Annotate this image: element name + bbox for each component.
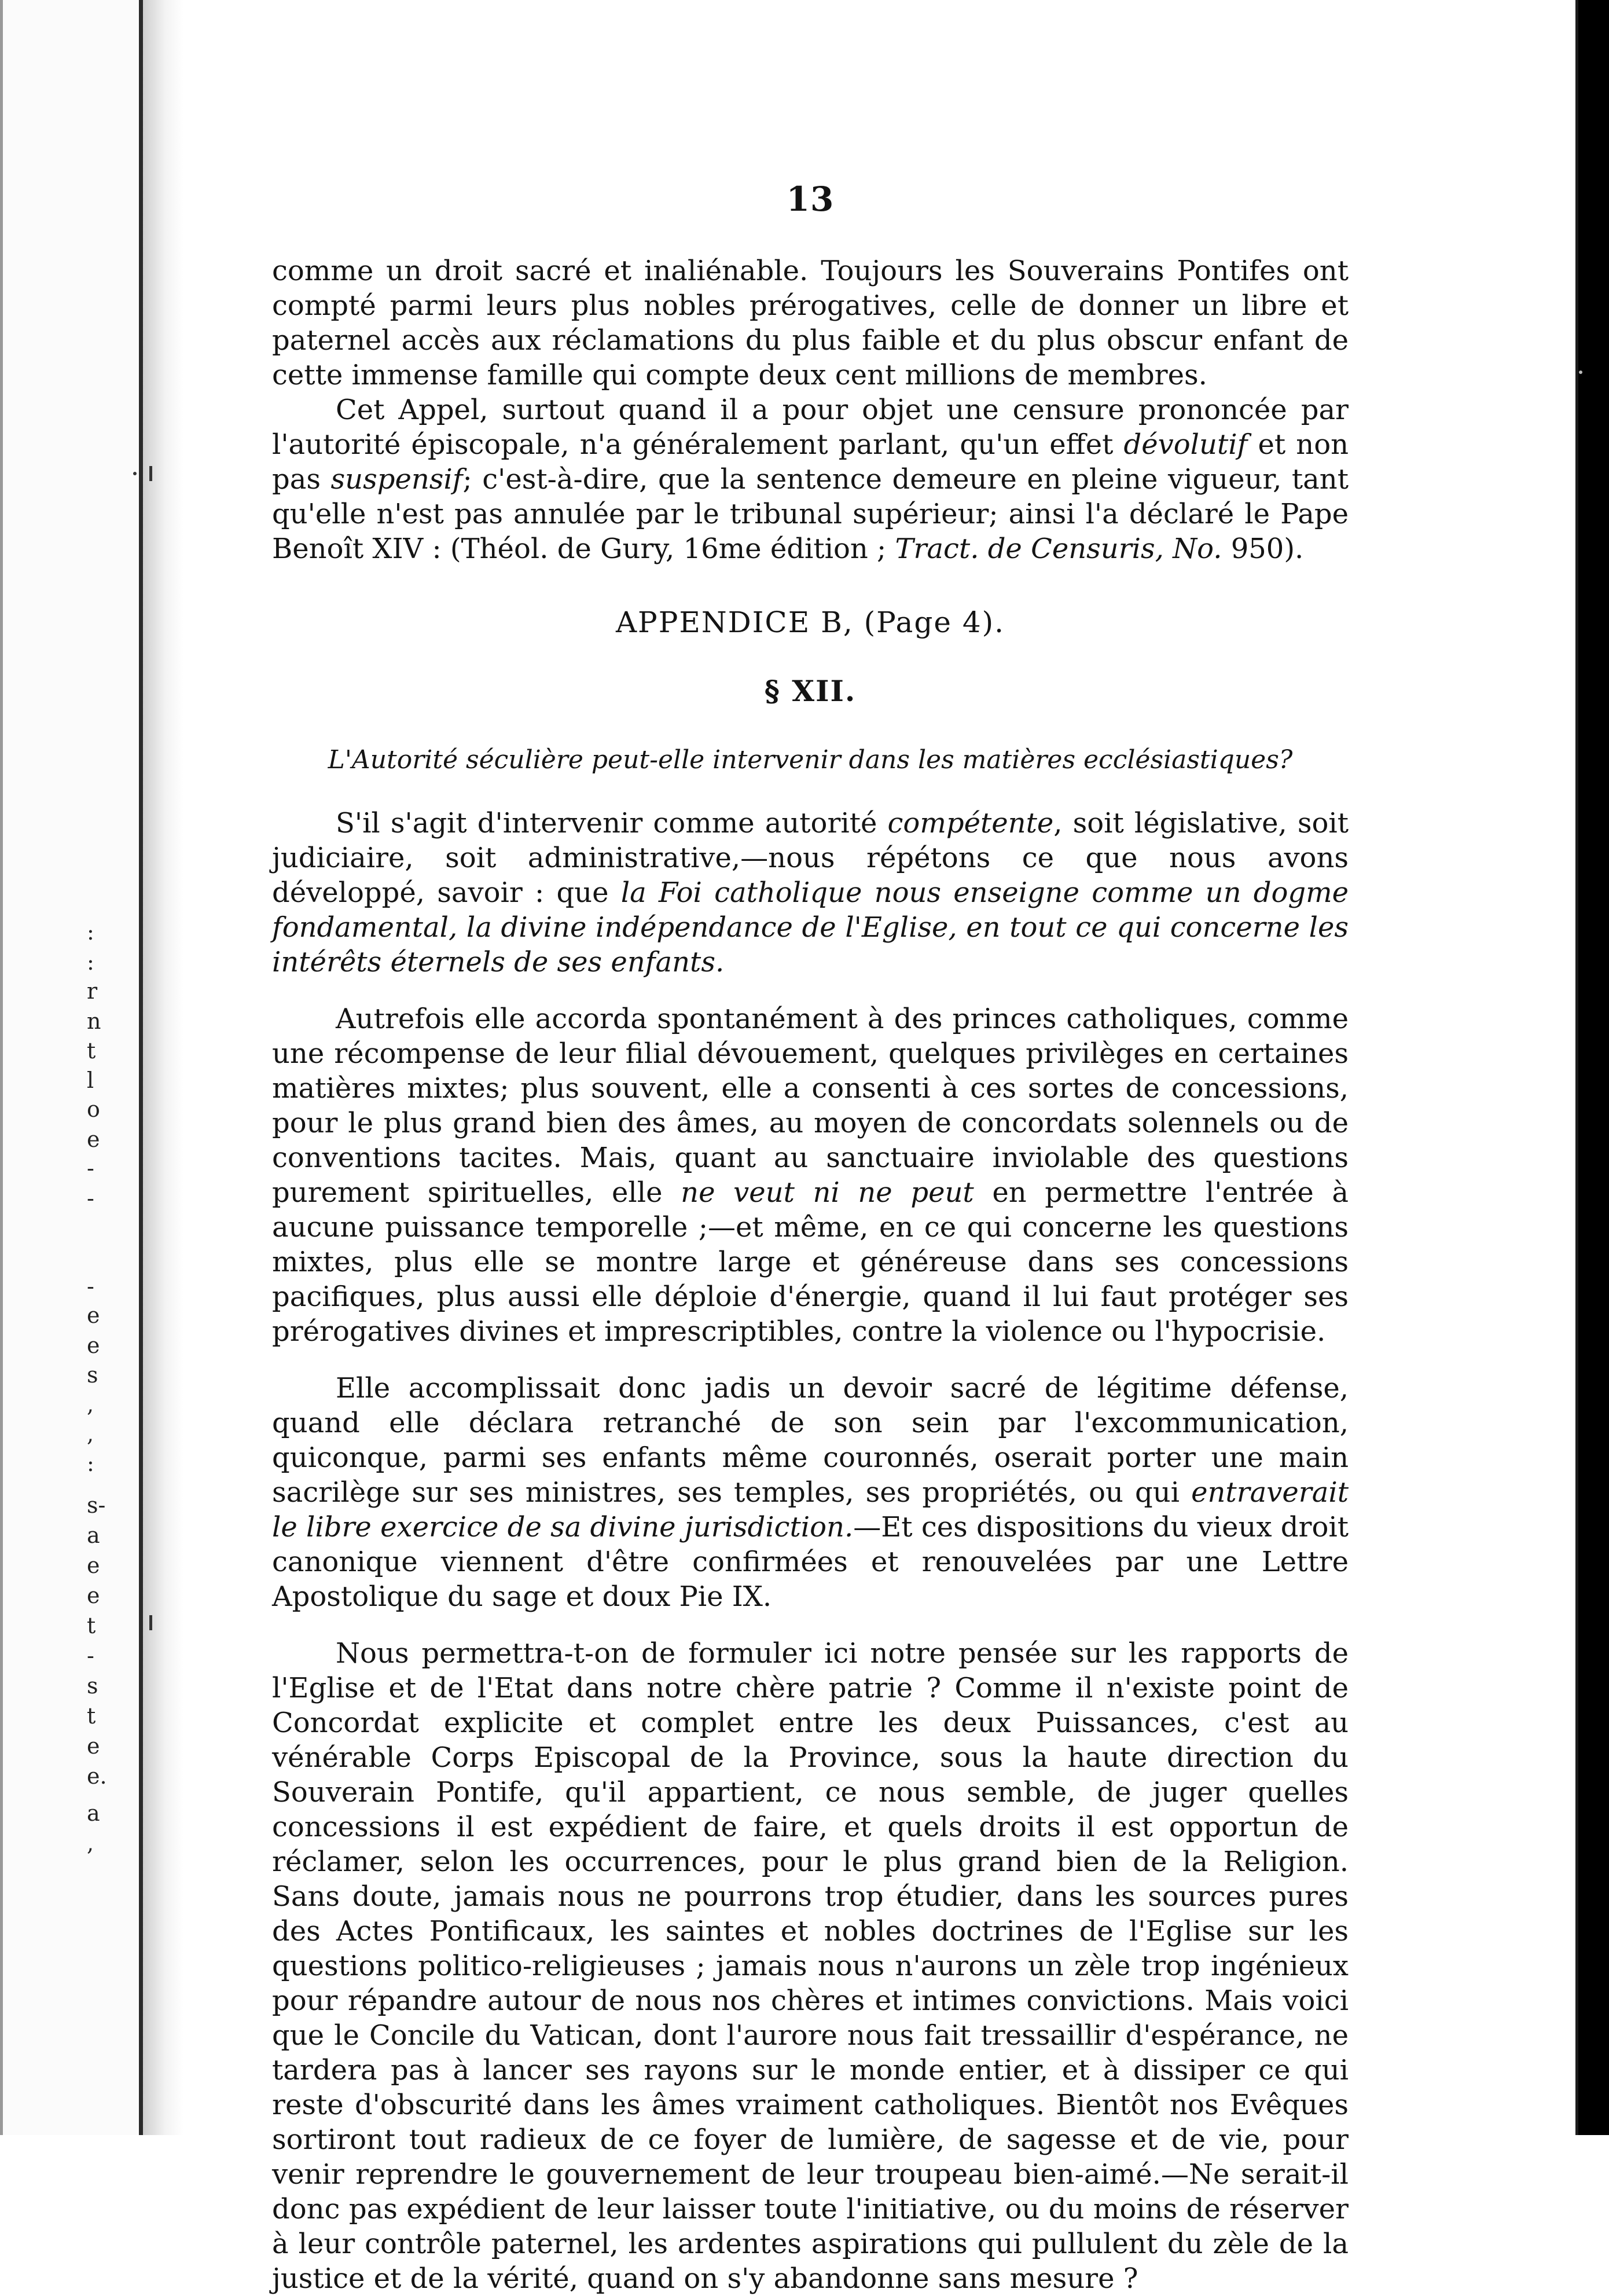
margin-fragment: s-	[87, 1492, 106, 1518]
margin-fragment: -	[87, 1274, 94, 1299]
margin-fragment: l	[87, 1068, 94, 1093]
margin-fragment: r	[87, 978, 98, 1004]
section-question: L'Autorité séculière peut-elle intervenir dans les matières ecclésiastiques?	[328, 745, 1293, 775]
margin-fragment: e	[87, 1553, 100, 1578]
italic-term: ne veut ni ne peut	[681, 1176, 974, 1209]
paragraph-defense	[272, 1371, 1349, 1614]
margin-mark	[149, 466, 152, 481]
italic-passage: la Foi catholique nous enseigne comme un dogme fondamental, la divine indépendance de l'Eglise, en tout ce qui concerne les intérêts éternels de ses enfants.	[272, 876, 1349, 978]
margin-fragment: n	[87, 1008, 101, 1034]
margin-fragment: s	[87, 1362, 98, 1388]
italic-term: dévolutif	[1123, 428, 1248, 461]
margin-fragment: e	[87, 1303, 100, 1328]
text-run: Elle accomplissait donc jadis un devoir sacré de légitime défense, quand elle déclara retranché de son sein par l'excommunication, quiconque, parmi ses enfants même couronnés, oserait porter une main sacrilège sur ses ministres, ses temples, ses propriétés, ou qui	[272, 1372, 1349, 1509]
margin-fragment: :	[87, 919, 94, 945]
page-text	[272, 179, 1349, 2296]
margin-fragment: e	[87, 1333, 100, 1358]
text-run: et non pas	[272, 428, 1349, 496]
margin-fragment: o	[87, 1096, 100, 1122]
margin-fragment: ,	[87, 1421, 94, 1447]
scan-left-border	[0, 0, 3, 2135]
margin-mark	[133, 472, 137, 475]
text-run: , soit législative, soit judiciaire, soit administrative,—nous répétons ce que nous avons développé, savoir : que	[272, 807, 1349, 909]
text-run: Autrefois elle accorda spontanément à des princes catholiques, comme une récompense de leur filial dévouement, quelques privilèges en certaines matières mixtes; plus souvent, elle a consenti à ces sortes de concessions, pour le plus grand bien des âmes, au moyen de concordats solennels ou de conventions tacites. Mais, quant au sanctuaire inviolable des questions purement spirituelles, elle	[272, 1003, 1349, 1209]
citation-title: Tract. de Censuris, No.	[895, 533, 1222, 565]
italic-term: compétente	[887, 807, 1054, 839]
section-heading: § XII.	[764, 674, 857, 708]
margin-fragment: s	[87, 1673, 98, 1699]
text-run: Cet Appel, surtout quand il a pour objet une censure prononcée par l'autorité épiscopale, n'a généralement parlant, qu'un effet	[272, 394, 1349, 461]
italic-passage: entraverait le libre exercice de sa divine jurisdiction.	[272, 1476, 1349, 1543]
page-number: 13	[786, 179, 835, 219]
italic-term: suspensif	[330, 463, 463, 496]
paragraph-intervention	[272, 806, 1349, 980]
margin-fragment: a	[87, 1800, 100, 1826]
margin-fragment: a	[87, 1523, 100, 1548]
margin-fragment: :	[87, 1451, 94, 1476]
margin-fragment: ,	[87, 1392, 94, 1417]
appendix-heading: APPENDICE B, (Page 4).	[615, 606, 1005, 639]
scan-right-border	[1578, 0, 1609, 2135]
margin-fragment: t	[87, 1038, 96, 1063]
margin-fragment: e	[87, 1127, 100, 1152]
margin-fragment: e	[87, 1583, 100, 1608]
continuation-paragraph: comme un droit sacré et inaliénable. Toujours les Souverains Pontifes ont compté parmi leurs plus nobles prérogatives, celle de donner un libre et paternel accès aux réclamations du plus faible et du plus obscur enfant de cette immense famille qui compte deux cent millions de membres.	[272, 255, 1349, 391]
margin-mark	[149, 1615, 152, 1630]
text-run: en permettre l'entrée à aucune puissance temporelle ;—et même, en ce qui concerne les questions mixtes, plus elle se montre large et généreuse dans ses concessions pacifiques, plus aussi elle déploie d'énergie, quand il lui faut protéger ses prérogatives divines et imprescriptibles, contre la violence ou l'hypocrisie.	[272, 1176, 1349, 1348]
text-run: ; c'est-à-dire, que la sentence demeure en pleine vigueur, tant qu'elle n'est pas annulée par le tribunal supérieur; ainsi l'a déclaré le Pape Benoît XIV : (Théol. de Gury, 16me édition ;	[272, 463, 1349, 565]
text-run: —Et ces dispositions du vieux droit canonique viennent d'être confirmées et renouvelées par une Lettre Apostolique du sage et doux Pie IX.	[272, 1511, 1349, 1613]
margin-fragment: -	[87, 1186, 94, 1211]
paragraph-church-state: Nous permettra-t-on de formuler ici notre pensée sur les rapports de l'Eglise et de l'Etat dans notre chère patrie ? Comme il n'existe point de Concordat explicite et complet entre les deux Puissances, c'est au vénérable Corps Episcopal de la Province, sous la haute direction du Souverain Pontife, qu'il appartient, ce nous semble, de juger quelles concessions il est expédient de faire, et quels droits il est opportun de réclamer, selon les occurrences, pour le plus grand bien de la Religion. Sans doute, jamais nous ne pourrons trop étudier, dans les sources pures des Actes Pontificaux, les saintes et nobles doctrines de l'Eglise sur les questions politico-religieuses ; jamais nous n'aurons un zèle trop ingénieux pour répandre autour de nous nos chères et intimes convictions. Mais voici que le Concile du Vatican, dont l'aurore nous fait tressaillir d'espérance, ne tardera pas à lancer ses rayons sur le monde entier, et à dissiper ce qui reste d'obscurité dans les âmes vraiment catholiques. Bientôt nos Evêques sortiront tout radieux de ce foyer de lumière, de sagesse et de vie, pour venir reprendre le gouvernement de leur troupeau bien-aimé.—Ne serait-il donc pas expédient de leur laisser toute l'initiative, ou du moins de réserver à leur contrôle paternel, les ardentes aspirations qui pullulent du zèle de la justice et de la vérité, quand on s'y abandonne sans mesure ?	[272, 1637, 1349, 2295]
margin-fragment: t	[87, 1613, 96, 1638]
book-gutter-line	[139, 0, 143, 2135]
margin-fragment: -	[87, 1156, 94, 1181]
previous-page-edge	[0, 0, 142, 2135]
appel-paragraph	[272, 393, 1349, 566]
margin-fragment: e	[87, 1733, 100, 1759]
margin-fragment: :	[87, 949, 94, 975]
paragraph-concessions	[272, 1002, 1349, 1349]
text-run: S'il s'agit d'intervenir comme autorité	[336, 807, 888, 839]
text-run: 950).	[1222, 533, 1304, 565]
margin-mark	[1579, 371, 1582, 374]
gutter-shadow	[143, 0, 183, 2135]
margin-fragment: t	[87, 1703, 96, 1729]
margin-fragment: -	[87, 1643, 94, 1668]
margin-fragment: e.	[87, 1763, 107, 1789]
margin-fragment: ,	[87, 1831, 94, 1856]
